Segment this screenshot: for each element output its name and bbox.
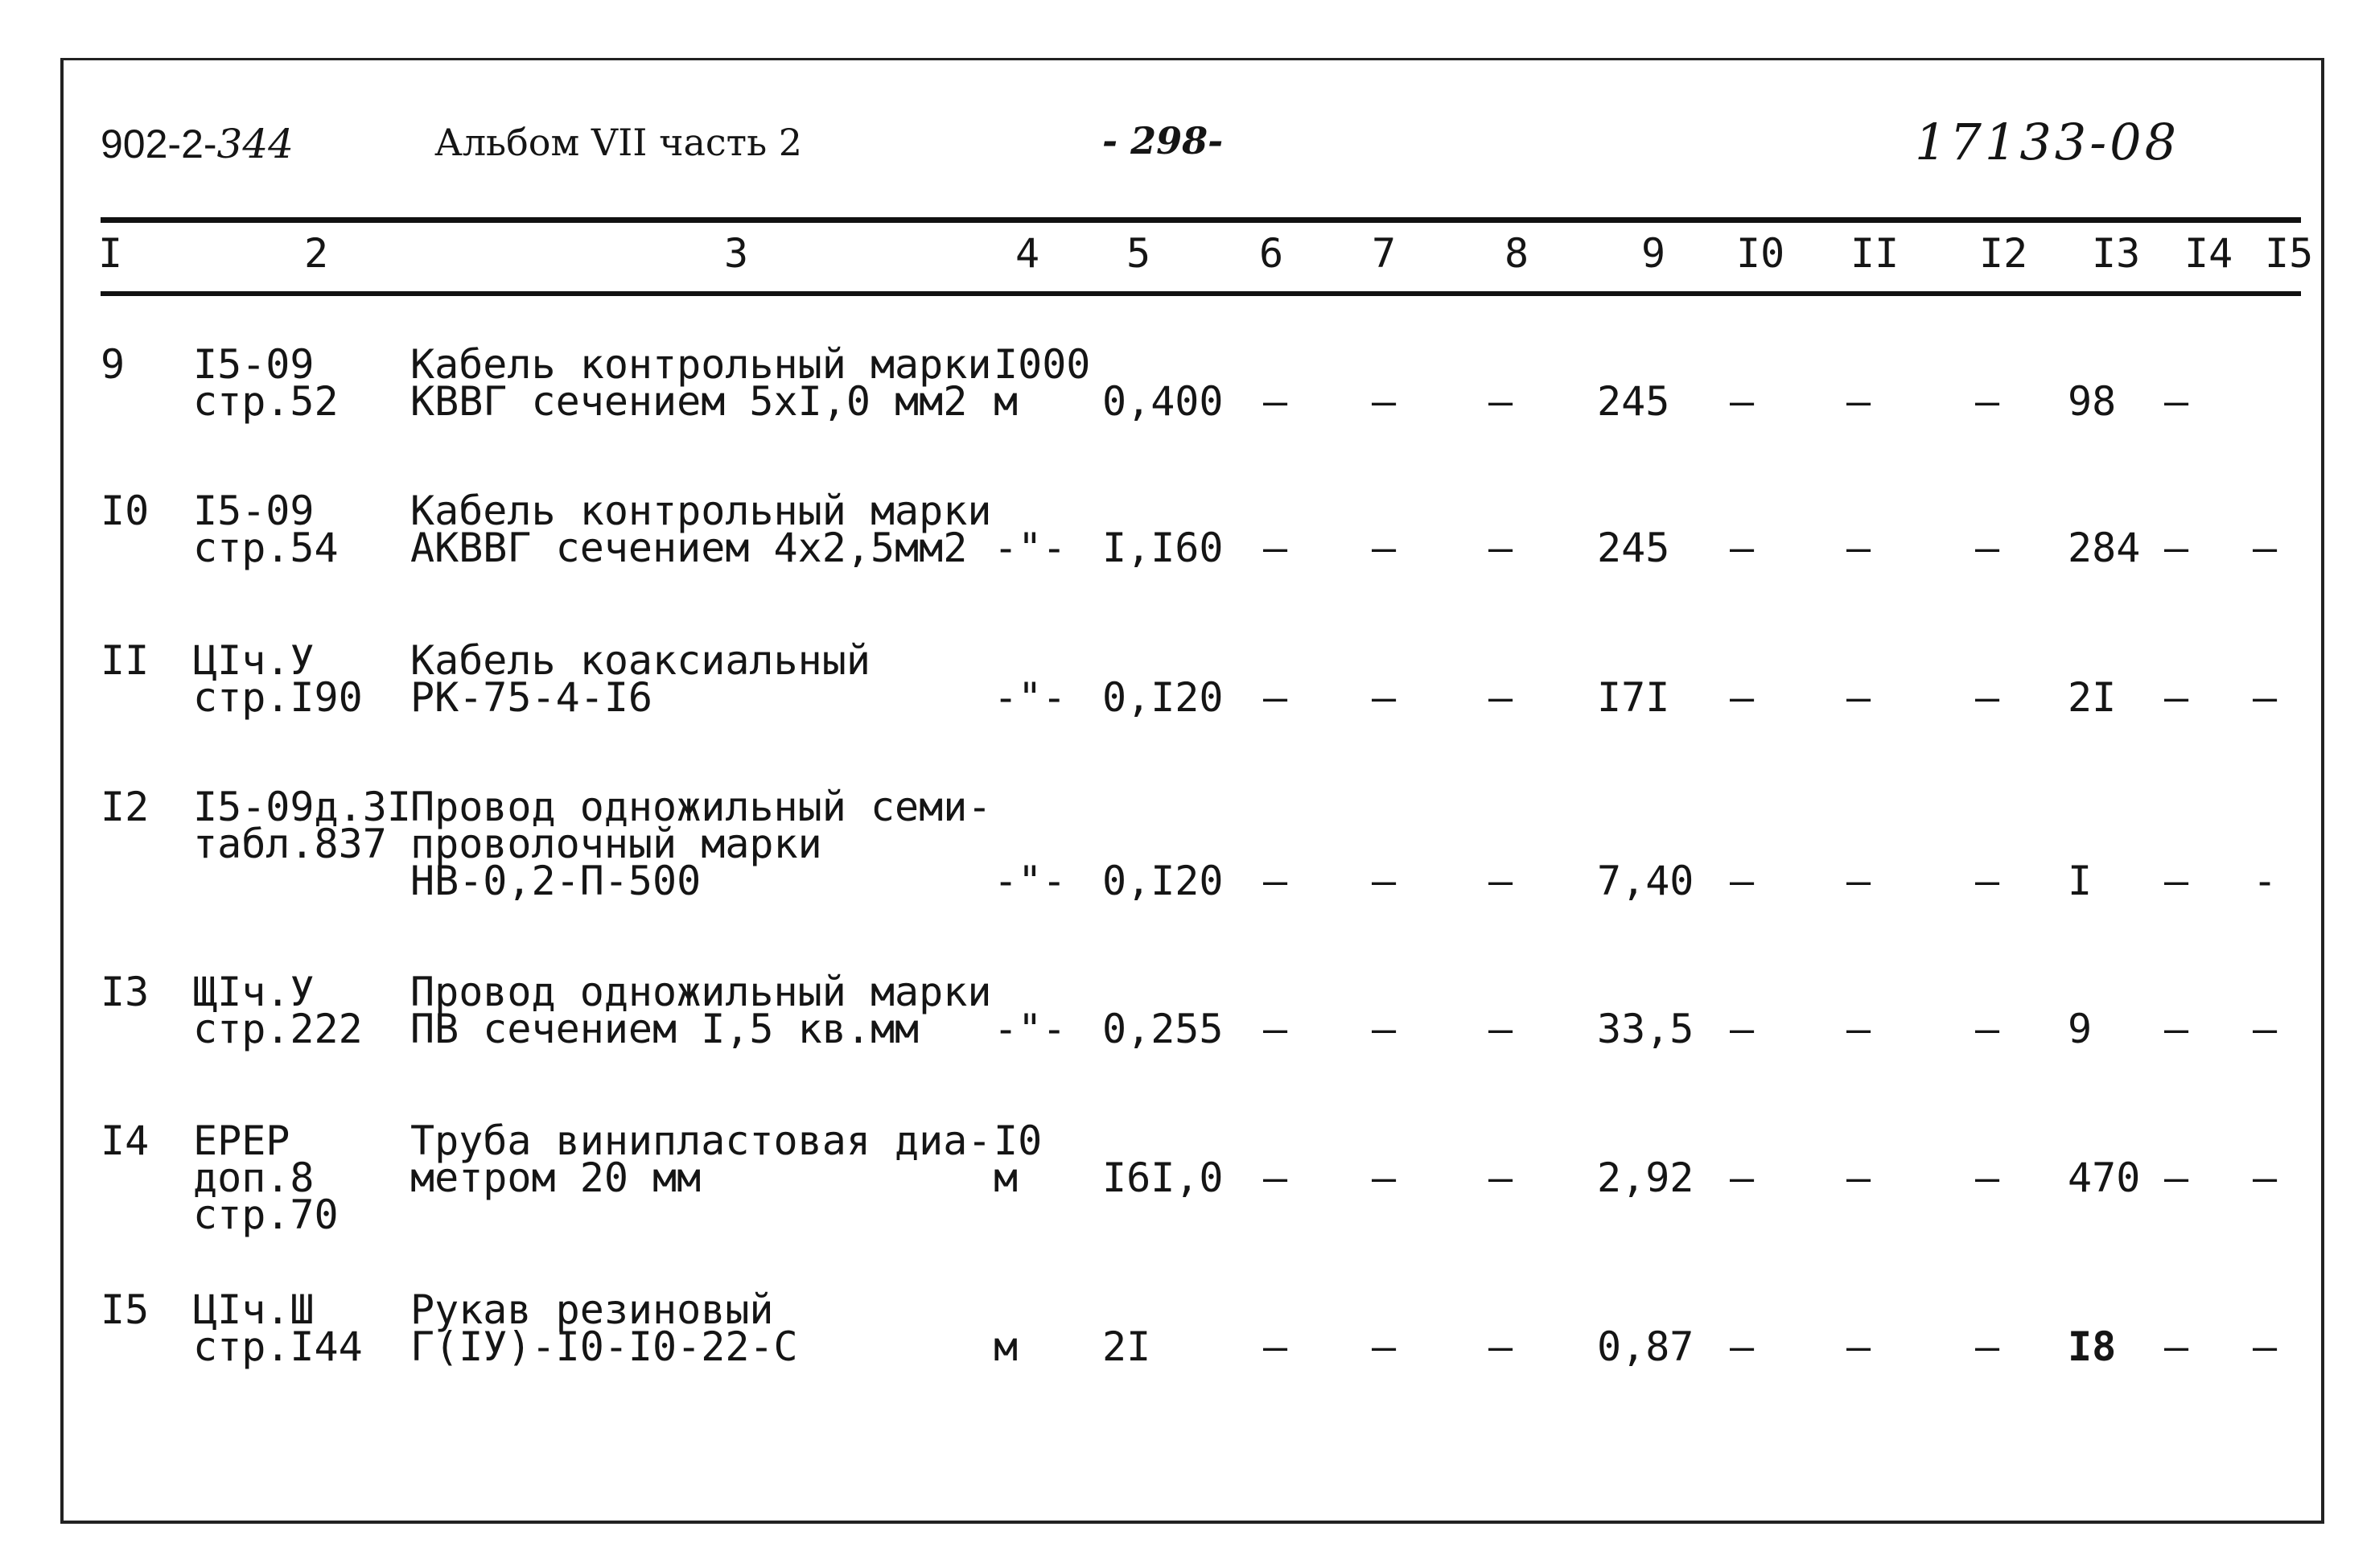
row-col7: – [1372, 378, 1397, 425]
row-col12: – [1975, 378, 2000, 425]
row-price: 245 [1597, 378, 1670, 425]
row-unit: -"- [994, 1006, 1067, 1052]
row-col12: – [1975, 1006, 2000, 1052]
row-col8: – [1488, 1323, 1513, 1370]
row-col7: – [1372, 674, 1397, 721]
row-number: I4 [101, 1117, 150, 1164]
row-reference: ЕРЕР [193, 1117, 290, 1164]
row-quantity: 0,255 [1102, 1006, 1224, 1052]
row-quantity: 2I [1102, 1323, 1151, 1370]
row-description: Кабель контрольный марки [410, 341, 992, 388]
row-col10: – [1730, 1154, 1755, 1201]
row-price: I7I [1597, 674, 1670, 721]
column-header-4: 4 [1015, 230, 1040, 277]
row-col10: – [1730, 858, 1755, 904]
row-price: 7,40 [1597, 858, 1694, 904]
row-number: I5 [101, 1286, 150, 1333]
row-quantity: 0,I20 [1102, 674, 1224, 721]
row-description: Кабель контрольный марки [410, 488, 992, 534]
row-col10: – [1730, 525, 1755, 571]
row-col14: – [2164, 525, 2189, 571]
column-header-8: 8 [1504, 230, 1529, 277]
row-unit: I0 [994, 1117, 1043, 1164]
row-col8: – [1488, 1154, 1513, 1201]
row-unit: -"- [994, 525, 1067, 571]
row-col8: – [1488, 858, 1513, 904]
row-reference: стр.I90 [193, 674, 363, 721]
row-number: I2 [101, 784, 150, 830]
row-col10: – [1730, 674, 1755, 721]
row-unit: м [994, 1323, 1019, 1370]
page-number: - 298- [1102, 119, 1224, 163]
row-unit: м [994, 1154, 1019, 1201]
row-reference: стр.222 [193, 1006, 363, 1052]
row-total: 98 [2068, 378, 2117, 425]
row-unit: -"- [994, 674, 1067, 721]
row-col14: – [2164, 1323, 2189, 1370]
row-col11: – [1846, 378, 1871, 425]
row-unit: I000 [994, 341, 1091, 388]
row-col15: – [2253, 674, 2278, 721]
row-description: Г(IУ)-I0-I0-22-С [410, 1323, 798, 1370]
row-quantity: 0,I20 [1102, 858, 1224, 904]
row-description: ПВ сечением I,5 кв.мм [410, 1006, 920, 1052]
row-number: I0 [101, 488, 150, 534]
row-col8: – [1488, 1006, 1513, 1052]
row-col14: – [2164, 674, 2189, 721]
row-col6: – [1263, 525, 1288, 571]
row-total: I [2068, 858, 2093, 904]
row-col7: – [1372, 1323, 1397, 1370]
row-col12: – [1975, 858, 2000, 904]
column-header-1: I [98, 230, 123, 277]
row-price: 33,5 [1597, 1006, 1694, 1052]
row-description: Рукав резиновый [410, 1286, 774, 1333]
row-col14: – [2164, 378, 2189, 425]
row-unit: м [994, 378, 1019, 425]
row-description: Провод одножильный семи- [410, 784, 992, 830]
column-header-2: 2 [304, 230, 329, 277]
row-description: РК-75-4-I6 [410, 674, 653, 721]
row-description: КВВГ сечением 5хI,0 мм2 [410, 378, 968, 425]
column-header-10: I0 [1736, 230, 1785, 277]
row-col15: – [2253, 1006, 2278, 1052]
row-reference: доп.8 [193, 1154, 315, 1201]
doc-number: 17133-08 [1915, 113, 2180, 171]
column-header-15: I5 [2265, 230, 2314, 277]
row-col14: – [2164, 858, 2189, 904]
row-description: Труба винипластовая диа- [410, 1117, 992, 1164]
row-reference: I5-09д.3I [193, 784, 411, 830]
row-col11: – [1846, 674, 1871, 721]
row-col14: – [2164, 1154, 2189, 1201]
row-total: 284 [2068, 525, 2141, 571]
row-total: 2I [2068, 674, 2117, 721]
row-number: II [101, 637, 150, 684]
row-price: 2,92 [1597, 1154, 1694, 1201]
document-code: 902-2-344 [101, 121, 294, 167]
header-top-rule [101, 217, 2301, 223]
row-description: метром 20 мм [410, 1154, 702, 1201]
row-col15: — [2253, 1154, 2278, 1201]
row-reference: ЩIч.У [193, 969, 315, 1015]
row-total: 470 [2068, 1154, 2141, 1201]
row-col11: – [1846, 1323, 1871, 1370]
row-description: Кабель коаксиальный [410, 637, 871, 684]
row-col7: – [1372, 525, 1397, 571]
row-col10: – [1730, 378, 1755, 425]
row-col8: – [1488, 674, 1513, 721]
row-col7: – [1372, 1154, 1397, 1201]
row-number: 9 [101, 341, 126, 388]
row-col10: – [1730, 1006, 1755, 1052]
row-col8: – [1488, 525, 1513, 571]
row-total: 9 [2068, 1006, 2093, 1052]
row-quantity: I6I,0 [1102, 1154, 1224, 1201]
row-col7: – [1372, 1006, 1397, 1052]
row-quantity: I,I60 [1102, 525, 1224, 571]
column-header-13: I3 [2092, 230, 2141, 277]
column-header-11: II [1850, 230, 1900, 277]
row-col6: – [1263, 674, 1288, 721]
header-bottom-rule [101, 291, 2301, 296]
row-number: I3 [101, 969, 150, 1015]
row-description: Провод одножильный марки [410, 969, 992, 1015]
row-quantity: 0,400 [1102, 378, 1224, 425]
row-reference: стр.52 [193, 378, 339, 425]
row-col8: – [1488, 378, 1513, 425]
row-col6: – [1263, 1323, 1288, 1370]
row-col12: – [1975, 1154, 2000, 1201]
column-header-9: 9 [1641, 230, 1666, 277]
row-price: 0,87 [1597, 1323, 1694, 1370]
row-col14: – [2164, 1006, 2189, 1052]
row-col11: – [1846, 1006, 1871, 1052]
column-header-5: 5 [1126, 230, 1151, 277]
row-col6: – [1263, 858, 1288, 904]
row-col6: – [1263, 1154, 1288, 1201]
row-col15: - [2253, 858, 2278, 904]
row-col6: – [1263, 1006, 1288, 1052]
row-reference: ЦIч.Ш [193, 1286, 315, 1333]
album-label: Альбом VII часть 2 [434, 121, 803, 164]
row-col12: – [1975, 674, 2000, 721]
row-description: проволочный марки [410, 821, 822, 867]
row-total: I8 [2068, 1323, 2117, 1370]
row-reference: стр.I44 [193, 1323, 363, 1370]
row-reference: стр.54 [193, 525, 339, 571]
column-header-3: 3 [724, 230, 749, 277]
row-col15: – [2253, 525, 2278, 571]
row-reference: I5-09 [193, 341, 315, 388]
row-price: 245 [1597, 525, 1670, 571]
row-unit: -"- [994, 858, 1067, 904]
row-reference: ЦIч.У [193, 637, 315, 684]
row-col10: – [1730, 1323, 1755, 1370]
row-col12: – [1975, 525, 2000, 571]
row-reference: I5-09 [193, 488, 315, 534]
row-col12: – [1975, 1323, 2000, 1370]
row-col11: – [1846, 858, 1871, 904]
row-col6: – [1263, 378, 1288, 425]
row-reference: табл.837 [193, 821, 387, 867]
row-description: НВ-0,2-П-500 [410, 858, 702, 904]
column-header-14: I4 [2184, 230, 2233, 277]
row-description: АКВВГ сечением 4х2,5мм2 [410, 525, 968, 571]
column-header-6: 6 [1259, 230, 1284, 277]
row-reference: стр.70 [193, 1191, 339, 1238]
column-header-12: I2 [1979, 230, 2028, 277]
row-col11: – [1846, 1154, 1871, 1201]
column-header-7: 7 [1372, 230, 1397, 277]
row-col7: – [1372, 858, 1397, 904]
row-col11: – [1846, 525, 1871, 571]
row-col15: – [2253, 1323, 2278, 1370]
